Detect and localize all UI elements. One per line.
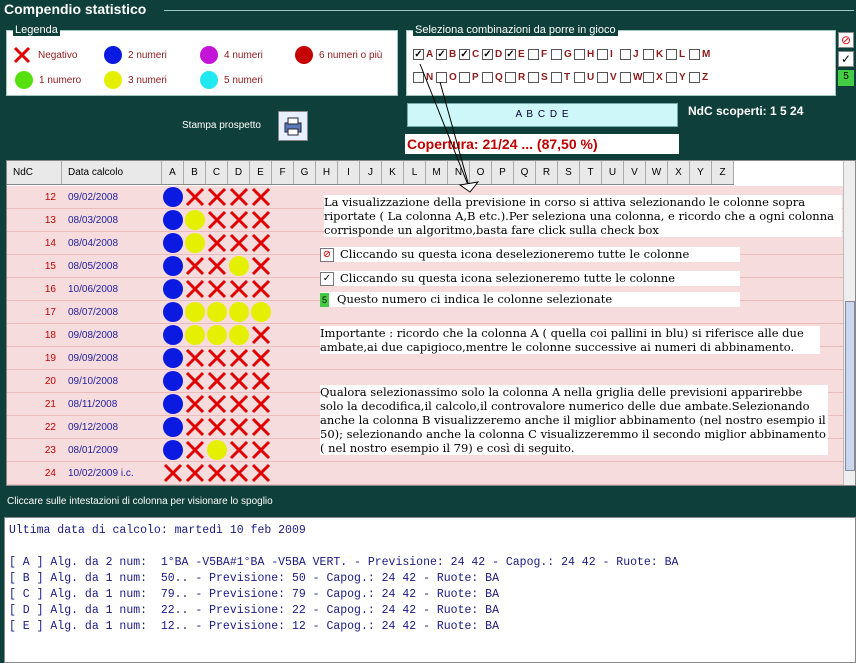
- selected-count-badge: 5: [838, 70, 854, 86]
- column-header-h[interactable]: H: [316, 161, 338, 184]
- ndc-cell: 12: [44, 191, 56, 203]
- output-line: [ B ] Alg. da 1 num: 50.. - Previsione: 50 - Capog.: 24 42 - Ruote: BA: [9, 572, 499, 585]
- checkbox-label: G: [564, 49, 572, 60]
- column-header-k[interactable]: K: [382, 161, 404, 184]
- checkbox-label: Z: [702, 72, 709, 83]
- help-deselect-text: Cliccando su questa icona deselezioneremo tutte le colonne: [340, 247, 690, 261]
- legend-label: 6 numeri o più: [319, 49, 383, 61]
- ndc-cell: 23: [44, 444, 56, 456]
- column-header-l[interactable]: L: [404, 161, 426, 184]
- ndc-cell: 19: [44, 352, 56, 364]
- checkbox-square[interactable]: ✓: [483, 49, 492, 60]
- ndc-scoperti: NdC scoperti: 1 5 24: [688, 104, 804, 118]
- checkbox-label: I: [610, 49, 613, 60]
- stampa-label: Stampa prospetto: [182, 120, 261, 131]
- checkbox-square[interactable]: ✓: [506, 49, 515, 60]
- checkbox-label: O: [449, 72, 457, 83]
- checkbox-label: C: [472, 49, 480, 60]
- date-cell: 09/12/2008: [68, 421, 119, 433]
- checkbox-label: K: [656, 49, 664, 60]
- date-cell: 10/02/2009 i.c.: [68, 467, 134, 479]
- date-cell: 08/05/2008: [68, 260, 119, 272]
- date-cell: 08/07/2008: [68, 306, 119, 318]
- checkbox-square[interactable]: ✓: [414, 49, 423, 60]
- selection-title: Seleziona combinazioni da porre in gioco: [415, 24, 616, 36]
- column-header-ndc[interactable]: NdC: [7, 161, 62, 184]
- ndc-cell: 21: [44, 398, 56, 410]
- column-header-s[interactable]: S: [558, 161, 580, 184]
- checkbox-label: U: [587, 72, 595, 83]
- checkbox-label: Y: [679, 72, 686, 83]
- checkbox-label: E: [518, 49, 525, 60]
- column-header-o[interactable]: O: [470, 161, 492, 184]
- column-header-n[interactable]: N: [448, 161, 470, 184]
- output-line: [ A ] Alg. da 2 num: 1°BA -V5BA#1°BA -V5BA VERT. - Previsione: 24 42 - Capog.: 24 42 - Ruote: BA: [9, 556, 679, 569]
- deselect-icon: ⊘: [320, 248, 334, 262]
- column-header-q[interactable]: Q: [514, 161, 536, 184]
- legend-label: 3 numeri: [128, 74, 167, 86]
- checkbox-label: D: [495, 49, 503, 60]
- checkbox-label: T: [564, 72, 571, 83]
- ndc-cell: 18: [44, 329, 56, 341]
- checkbox-square[interactable]: ✓: [460, 49, 469, 60]
- column-header-j[interactable]: J: [360, 161, 382, 184]
- column-hint: Cliccare sulle intestazioni di colonna per visionare lo spoglio: [7, 496, 273, 507]
- column-header-d[interactable]: D: [228, 161, 250, 184]
- checkbox-label: Q: [495, 72, 503, 83]
- column-header-t[interactable]: T: [580, 161, 602, 184]
- help-important: Importante : ricordo che la colonna A ( quella coi pallini in blu) si riferisce alle due ambate,ai due capigioco,mentre le colonne successive ai numeri di abbinamento.: [320, 326, 820, 354]
- date-cell: 08/01/2009: [68, 444, 119, 456]
- column-header-f[interactable]: F: [272, 161, 294, 184]
- column-header-a[interactable]: A: [162, 161, 184, 184]
- checkbox-label: F: [541, 49, 548, 60]
- column-header-e[interactable]: E: [250, 161, 272, 184]
- checkbox-label: H: [587, 49, 595, 60]
- combination-display: A B C D E: [407, 103, 678, 127]
- legend-title: Legenda: [15, 24, 58, 36]
- window-title: Compendio statistico: [4, 1, 147, 17]
- column-header-r[interactable]: R: [536, 161, 558, 184]
- help-deselect: [320, 247, 740, 262]
- date-cell: 08/03/2008: [68, 214, 119, 226]
- checkbox-square[interactable]: ✓: [437, 49, 446, 60]
- column-header-m[interactable]: M: [426, 161, 448, 184]
- date-cell: 09/10/2008: [68, 375, 119, 387]
- output-line: [ D ] Alg. da 1 num: 22.. - Previsione: 22 - Capog.: 24 42 - Ruote: BA: [9, 604, 499, 617]
- date-cell: 08/04/2008: [68, 237, 119, 249]
- column-header-b[interactable]: B: [184, 161, 206, 184]
- date-cell: 09/02/2008: [68, 191, 119, 203]
- legend-label: 4 numeri: [224, 49, 263, 61]
- column-header-x[interactable]: X: [668, 161, 690, 184]
- column-header-g[interactable]: G: [294, 161, 316, 184]
- ndc-cell: 20: [44, 375, 56, 387]
- column-header-p[interactable]: P: [492, 161, 514, 184]
- checkbox-label: W: [633, 72, 643, 83]
- output-line: [ E ] Alg. da 1 num: 12.. - Previsione: 12 - Capog.: 24 42 - Ruote: BA: [9, 620, 499, 633]
- column-header-i[interactable]: I: [338, 161, 360, 184]
- check-icon: ✓: [320, 272, 334, 286]
- ndc-cell: 17: [44, 306, 56, 318]
- count-badge: 5: [322, 295, 328, 305]
- column-header-w[interactable]: W: [646, 161, 668, 184]
- ndc-cell: 15: [44, 260, 56, 272]
- column-header-v[interactable]: V: [624, 161, 646, 184]
- select-all-icon[interactable]: ✓: [838, 51, 854, 67]
- ndc-cell: 22: [44, 421, 56, 433]
- output-line: [9, 539, 851, 555]
- ndc-cell: 16: [44, 283, 56, 295]
- checkbox-label: A: [426, 49, 434, 60]
- help-paragraph-2: Qualora selezionassimo solo la colonna A nella griglia delle previsioni apparirebbe solo la decodifica,il calcolo,il controvalore numerico delle due ambate.Selezionando anche la colonna B visualizzeremo anche il miglior abbinamento (nel nostro esempio il 50); selezionando anche la colonna C visualizzeremmo il secondo miglior abbinamento ( nel nostro esempio il 79) e così di seguito.: [320, 385, 828, 455]
- ndc-cell: 24: [44, 467, 56, 479]
- column-header-y[interactable]: Y: [690, 161, 712, 184]
- checkbox-label: X: [656, 72, 663, 83]
- date-cell: 09/09/2008: [68, 352, 119, 364]
- checkbox-label: B: [449, 49, 457, 60]
- help-select: [320, 271, 740, 286]
- legend-label: 5 numeri: [224, 74, 263, 86]
- legend-label: 1 numero: [39, 74, 82, 86]
- output-line: Ultima data di calcolo: martedì 10 feb 2009: [9, 524, 306, 537]
- checkbox-label: R: [518, 72, 526, 83]
- column-header-c[interactable]: C: [206, 161, 228, 184]
- checkbox-label: P: [472, 72, 479, 83]
- date-cell: 10/06/2008: [68, 283, 119, 295]
- help-count: [320, 292, 740, 307]
- checkbox-label: M: [702, 49, 711, 60]
- output-textarea[interactable]: [4, 517, 856, 663]
- date-cell: 09/08/2008: [68, 329, 119, 341]
- checkbox-label: J: [633, 49, 639, 60]
- checkbox-label: L: [679, 49, 686, 60]
- column-header-z[interactable]: Z: [712, 161, 734, 184]
- help-paragraph-1: La visualizzazione della previsione in corso si attiva selezionando le colonne sopra riportate ( La colonna A,B etc.).Per seleziona una colonna, e ricordo che a ogni colonna corrisponde un algoritmo,basta fare click sulla check box: [324, 195, 842, 237]
- output-line: [ C ] Alg. da 1 num: 79.. - Previsione: 79 - Capog.: 24 42 - Ruote: BA: [9, 588, 499, 601]
- column-header-u[interactable]: U: [602, 161, 624, 184]
- checkbox-label: V: [610, 72, 617, 83]
- legend-label: Negativo: [38, 49, 78, 61]
- date-cell: 08/11/2008: [68, 398, 118, 410]
- column-header-data-calcolo[interactable]: Data calcolo: [62, 161, 162, 184]
- ndc-cell: 13: [44, 214, 56, 226]
- checkbox-label: S: [541, 72, 548, 83]
- copertura-value: Copertura: 21/24 ... (87,50 %): [405, 134, 679, 154]
- ndc-cell: 14: [44, 237, 56, 249]
- help-select-text: Cliccando su questa icona selezioneremo tutte le colonne: [340, 271, 676, 285]
- checkbox-label: N: [426, 72, 434, 83]
- legend-label: 2 numeri: [128, 49, 167, 61]
- deselect-all-icon[interactable]: ⊘: [838, 32, 854, 48]
- help-count-text: Questo numero ci indica le colonne selezionate: [337, 292, 613, 306]
